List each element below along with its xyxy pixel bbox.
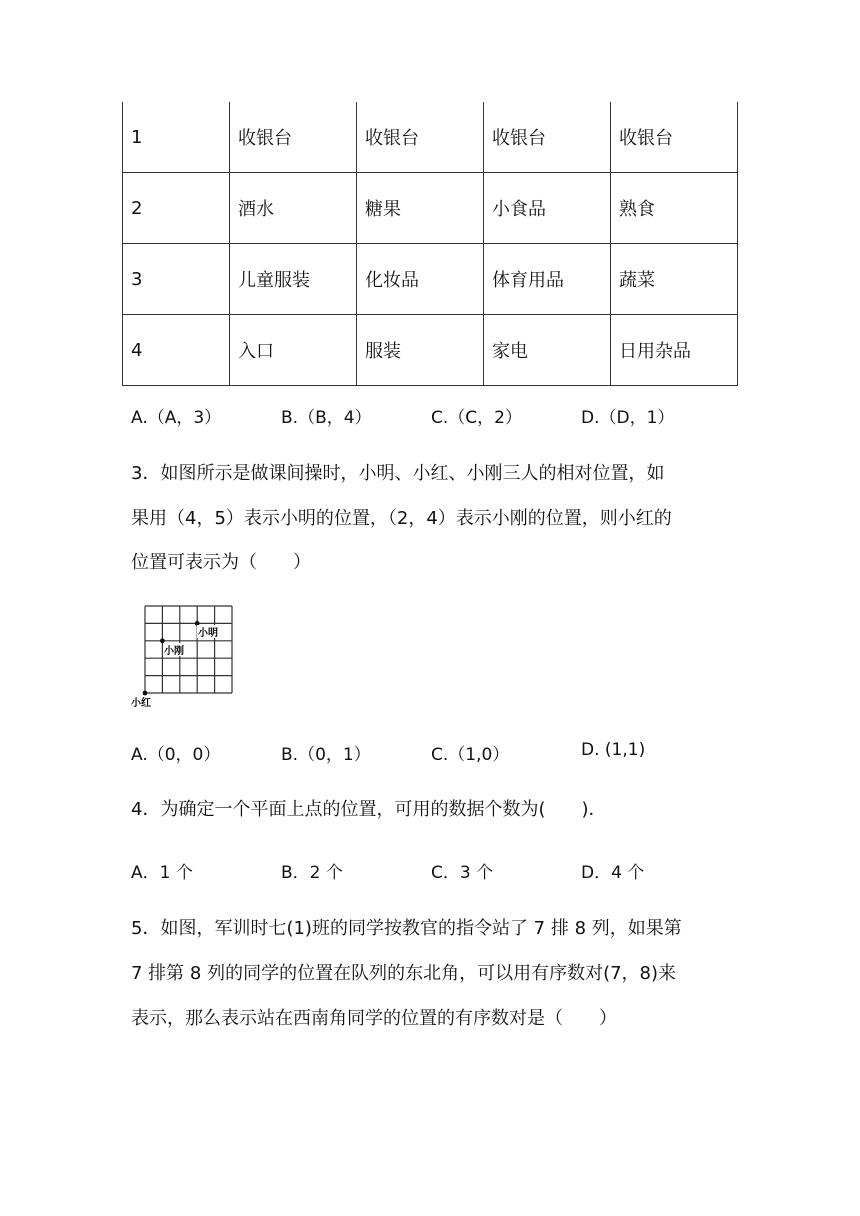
table-cell: 体育用品 bbox=[484, 244, 611, 315]
q2-option-a: A.（A，3） bbox=[131, 408, 222, 428]
table-row bbox=[123, 102, 738, 173]
xiaohong-point bbox=[143, 691, 148, 696]
q4-option-b: B．2 个 bbox=[281, 863, 343, 883]
table-cell: 3 bbox=[123, 244, 230, 315]
q3-line-2: 果用（4，5）表示小明的位置，（2，4）表示小刚的位置，则小红的 bbox=[131, 508, 672, 529]
table-cell: 收银台 bbox=[230, 102, 357, 173]
table-cell: 4 bbox=[123, 315, 230, 386]
table-row bbox=[123, 315, 738, 386]
q3-option-b: B.（0，1） bbox=[281, 745, 371, 765]
table-cell: 1 bbox=[123, 102, 230, 173]
q4-option-a: A．1 个 bbox=[131, 863, 193, 883]
table-cell: 化妆品 bbox=[357, 244, 484, 315]
q3-option-c: C.（1,0） bbox=[431, 745, 510, 765]
xiaogang-point bbox=[160, 638, 165, 643]
table-cell: 糖果 bbox=[357, 173, 484, 244]
q4-line: 4．为确定一个平面上点的位置，可用的数据个数为( ). bbox=[131, 799, 595, 820]
q4-option-d: D．4 个 bbox=[581, 863, 645, 883]
q3-line-3: 位置可表示为（ ） bbox=[131, 552, 311, 573]
q3-option-a: A.（0，0） bbox=[131, 745, 221, 765]
q3-option-d: D. (1,1) bbox=[581, 740, 646, 760]
q5-line-3: 表示，那么表示站在西南角同学的位置的有序数对是（ ） bbox=[131, 1008, 617, 1029]
q4-option-c: C．3 个 bbox=[431, 863, 494, 883]
table-row bbox=[123, 244, 738, 315]
table-cell: 收银台 bbox=[611, 102, 738, 173]
table-cell: 收银台 bbox=[357, 102, 484, 173]
q5-line-1: 5．如图，军训时七(1)班的同学按教官的指令站了 7 排 8 列，如果第 bbox=[131, 918, 682, 939]
table-cell: 家电 bbox=[484, 315, 611, 386]
q2-option-c: C.（C，2） bbox=[431, 408, 522, 428]
q3-line-1: 3．如图所示是做课间操时，小明、小红、小刚三人的相对位置，如 bbox=[131, 463, 665, 484]
supermarket-table bbox=[122, 102, 738, 386]
table-row bbox=[123, 173, 738, 244]
table-cell: 日用杂品 bbox=[611, 315, 738, 386]
position-grid-figure bbox=[130, 604, 242, 708]
table-cell: 服装 bbox=[357, 315, 484, 386]
table-cell: 小食品 bbox=[484, 173, 611, 244]
table-cell: 儿童服装 bbox=[230, 244, 357, 315]
table-cell: 收银台 bbox=[484, 102, 611, 173]
grid-lines bbox=[145, 606, 232, 693]
q2-option-d: D.（D，1） bbox=[581, 408, 675, 428]
label-xiaohong: 小红 bbox=[131, 698, 151, 708]
label-xiaoming: 小明 bbox=[198, 628, 218, 639]
q5-line-2: 7 排第 8 列的同学的位置在队列的东北角，可以用有序数对(7，8)来 bbox=[131, 963, 677, 984]
table-cell: 熟食 bbox=[611, 173, 738, 244]
table-cell: 蔬菜 bbox=[611, 244, 738, 315]
label-xiaogang: 小刚 bbox=[164, 646, 184, 657]
table-cell: 入口 bbox=[230, 315, 357, 386]
q2-option-b: B.（B，4） bbox=[281, 408, 372, 428]
table-cell: 2 bbox=[123, 173, 230, 244]
table-cell: 酒水 bbox=[230, 173, 357, 244]
